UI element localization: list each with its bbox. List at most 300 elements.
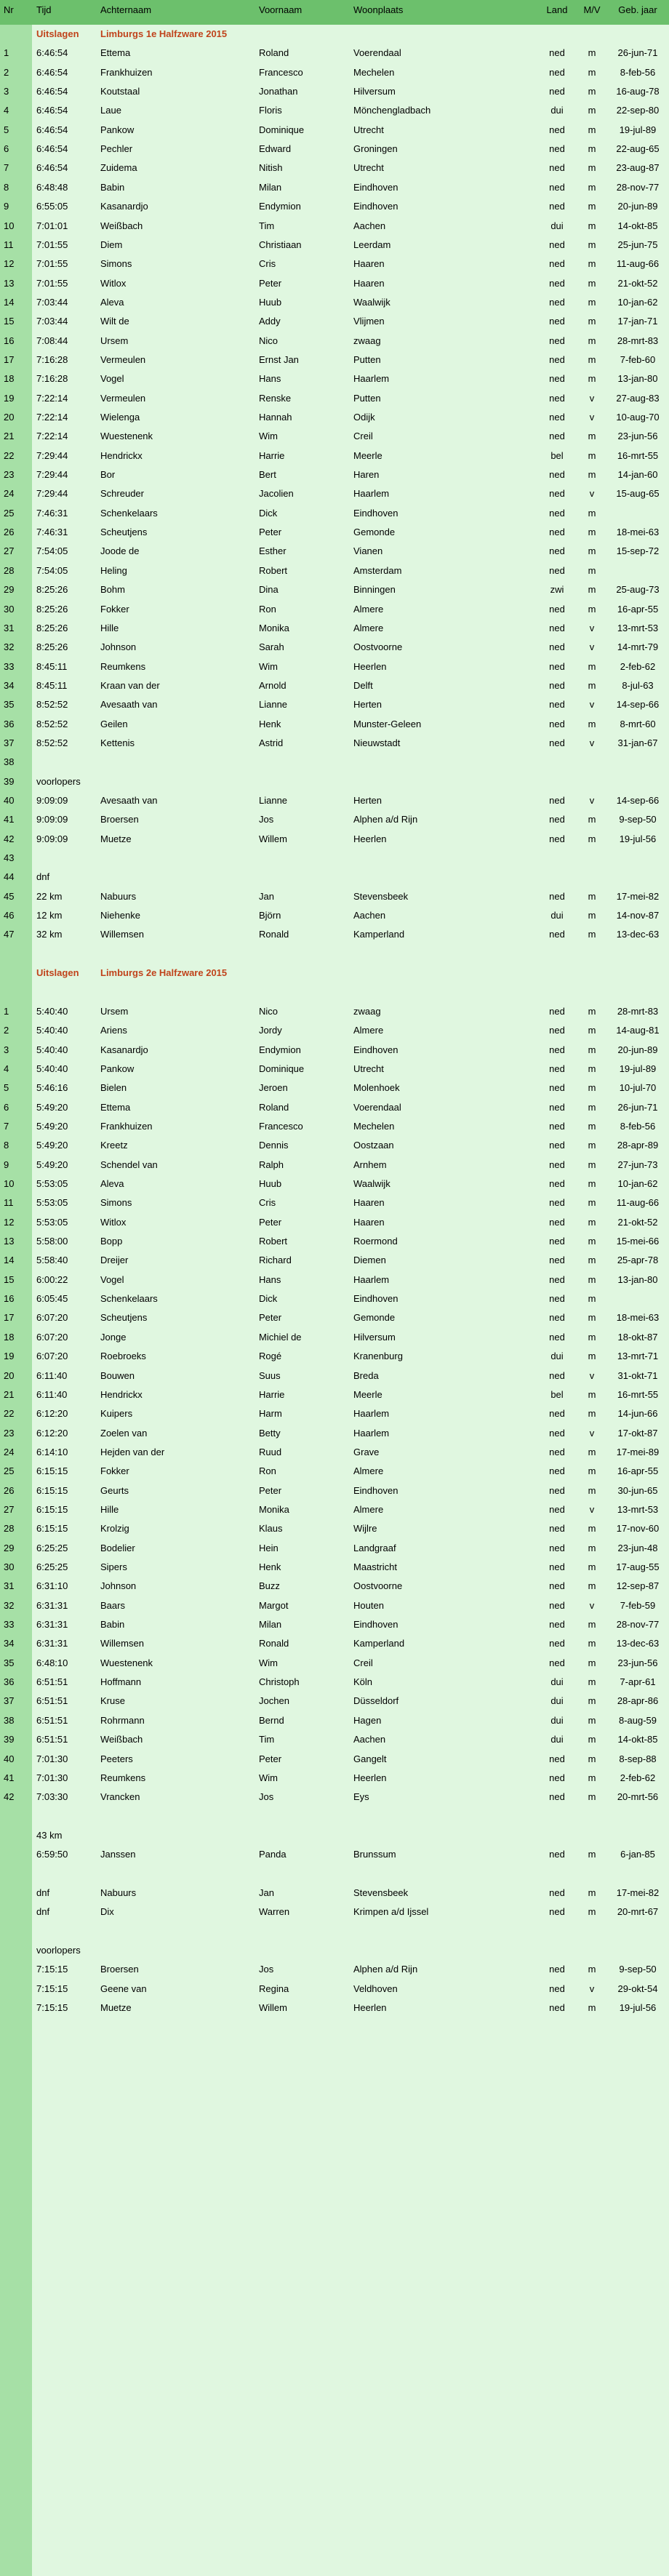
cell-nr: 46 — [4, 910, 15, 921]
cell-ach: Kraan van der — [100, 679, 160, 691]
cell-nr: 40 — [4, 1753, 15, 1764]
cell-woon — [349, 983, 537, 1002]
cell-tijd: 6:12:20 — [36, 1427, 68, 1439]
cell-geb: 25-jun-75 — [617, 239, 658, 250]
cell-nr: 12 — [4, 258, 15, 270]
cell-ach: Weißbach — [100, 220, 143, 231]
cell-tijd: 6:07:20 — [36, 1351, 68, 1362]
table-row — [0, 1289, 669, 1308]
cell-nr: 9 — [4, 1159, 9, 1170]
cell-woon: Hilversum — [353, 1331, 396, 1343]
cell-geb: 18-okt-87 — [617, 1331, 658, 1343]
table-row — [0, 1500, 669, 1519]
cell-woon: Gemonde — [353, 1312, 396, 1324]
table-row — [0, 274, 669, 293]
cell-tijd: 7:22:14 — [36, 392, 68, 404]
cell-voor: Peter — [259, 1484, 282, 1496]
cell-woon: Kamperland — [353, 1638, 405, 1649]
cell-geb: 17-nov-60 — [616, 1523, 660, 1535]
cell-geb: 14-jan-60 — [617, 469, 658, 481]
cell-geb: 14-nov-87 — [616, 910, 660, 921]
cell-voor: Tim — [259, 1734, 275, 1745]
table-row — [0, 1596, 669, 1615]
cell-voor: Peter — [259, 277, 282, 289]
cell-ach: Sipers — [100, 1561, 127, 1572]
cell-mv: m — [588, 1657, 596, 1668]
cell-voor: Peter — [259, 527, 282, 538]
cell-ach: Simons — [100, 258, 132, 270]
cell-tijd — [32, 1807, 96, 1826]
cell-voor: Cris — [259, 1197, 276, 1209]
cell-woon: Wijlre — [353, 1523, 377, 1535]
cell-ach: Kasanardjo — [100, 201, 148, 212]
cell-woon: Haarlem — [353, 1427, 390, 1439]
cell-nr: 20 — [4, 1369, 15, 1381]
table-row — [0, 1692, 669, 1711]
table-row — [0, 810, 669, 829]
cell-ach: Pankow — [100, 124, 135, 135]
cell-tijd: 5:40:40 — [36, 1025, 68, 1036]
cell-ach — [96, 1826, 255, 1845]
cell-nr: 20 — [4, 412, 15, 423]
cell-tijd: 7:22:14 — [36, 431, 68, 442]
cell-woon: Utrecht — [353, 1063, 384, 1074]
cell-voor: Hannah — [259, 412, 292, 423]
table-row — [0, 255, 669, 273]
cell-mv: m — [588, 1408, 596, 1420]
cell-land: ned — [549, 1408, 565, 1420]
cell-tijd: 6:31:31 — [36, 1638, 68, 1649]
table-row — [0, 523, 669, 542]
cell-land: ned — [549, 507, 565, 519]
cell-woon: Vianen — [353, 545, 383, 557]
cell-geb: 16-apr-55 — [617, 1465, 659, 1477]
cell-voor: Endymion — [259, 201, 301, 212]
cell-nr: 23 — [4, 1427, 15, 1439]
cell-land: ned — [549, 1216, 565, 1228]
cell-voor: Peter — [259, 1312, 282, 1324]
cell-land — [537, 772, 577, 791]
cell-woon: zwaag — [353, 1005, 381, 1017]
table-row — [0, 465, 669, 484]
cell-voor: Henk — [259, 1561, 281, 1572]
cell-land: ned — [549, 316, 565, 327]
table-row — [0, 121, 669, 140]
cell-voor: Edward — [259, 143, 292, 155]
cell-voor: Ronald — [259, 1638, 289, 1649]
cell-mv: m — [588, 1638, 596, 1649]
cell-land: ned — [549, 1484, 565, 1496]
cell-geb: 30-jun-65 — [617, 1484, 658, 1496]
cell-voor — [255, 964, 349, 983]
cell-land: ned — [549, 86, 565, 97]
cell-tijd: 5:53:05 — [36, 1178, 68, 1189]
cell-land: ned — [549, 1849, 565, 1860]
cell-mv: m — [588, 660, 596, 672]
cell-tijd — [32, 753, 96, 772]
cell-geb: 11-aug-66 — [616, 1197, 660, 1209]
cell-nr — [0, 1941, 32, 1960]
table-row — [0, 1673, 669, 1692]
cell-tijd: 5:58:00 — [36, 1236, 68, 1247]
cell-land: ned — [549, 1906, 565, 1918]
cell-ach: Aleva — [100, 296, 124, 308]
cell-tijd: 6:55:05 — [36, 201, 68, 212]
cell-voor: Ralph — [259, 1159, 284, 1170]
cell-geb: 17-aug-55 — [616, 1561, 660, 1572]
cell-woon — [349, 1826, 537, 1845]
table-row — [0, 1788, 669, 1807]
cell-ach: Dreijer — [100, 1255, 129, 1266]
cell-ach: Heling — [100, 564, 127, 576]
cell-tijd: 7:29:44 — [36, 469, 68, 481]
col-nr-header: Nr — [0, 0, 32, 25]
cell-voor: Monika — [259, 622, 289, 633]
cell-woon: Almere — [353, 603, 384, 615]
cell-ach: Koutstaal — [100, 86, 140, 97]
cell-voor: Renske — [259, 392, 292, 404]
cell-mv: m — [588, 316, 596, 327]
cell-woon: Meerle — [353, 1388, 382, 1400]
cell-woon: Waalwijk — [353, 1178, 390, 1189]
cell-ach: Geurts — [100, 1484, 129, 1496]
cell-ach — [96, 1941, 255, 1960]
cell-nr — [0, 1865, 32, 1884]
cell-voor: Betty — [259, 1427, 281, 1439]
cell-land: bel — [550, 449, 564, 461]
cell-nr: 19 — [4, 1351, 15, 1362]
cell-woon: Creil — [353, 431, 373, 442]
cell-nr: 30 — [4, 1561, 15, 1572]
cell-tijd: 5:40:40 — [36, 1044, 68, 1055]
cell-tijd: 6:15:15 — [36, 1503, 68, 1515]
cell-woon: Kamperland — [353, 929, 405, 940]
table-row — [0, 1654, 669, 1673]
table-row — [0, 101, 669, 120]
cell-ach: Kreetz — [100, 1140, 128, 1151]
cell-land: ned — [549, 1638, 565, 1649]
table-row — [0, 1519, 669, 1538]
cell-ach: Roebroeks — [100, 1351, 146, 1362]
cell-nr: 36 — [4, 718, 15, 729]
cell-ach: Hille — [100, 622, 119, 633]
cell-ach: Schendel van — [100, 1159, 158, 1170]
cell-geb: 21-okt-52 — [617, 277, 658, 289]
cell-mv: m — [588, 431, 596, 442]
cell-mv: m — [588, 1312, 596, 1324]
cell-land: ned — [549, 1791, 565, 1803]
cell-geb: 16-apr-55 — [617, 603, 659, 615]
cell-tijd — [32, 945, 96, 964]
cell-land: ned — [549, 1964, 565, 1975]
cell-mv: v — [589, 412, 595, 423]
cell-mv: m — [588, 181, 596, 193]
cell-mv: m — [588, 162, 596, 174]
cell-tijd — [32, 1922, 96, 1941]
cell-geb — [606, 772, 669, 791]
cell-geb: 22-aug-65 — [616, 143, 660, 155]
cell-geb: 14-okt-85 — [617, 1734, 658, 1745]
cell-ach: Schenkelaars — [100, 1293, 158, 1305]
table-row — [0, 734, 669, 753]
table-row — [0, 1193, 669, 1212]
cell-woon: Haarlem — [353, 488, 390, 500]
cell-tijd: 7:54:05 — [36, 564, 68, 576]
cell-ach: Frankhuizen — [100, 66, 153, 78]
cell-tijd: 8:45:11 — [36, 679, 68, 691]
cell-woon: Oostzaan — [353, 1140, 394, 1151]
cell-tijd: 7:01:55 — [36, 277, 68, 289]
cell-mv — [577, 945, 606, 964]
cell-woon: Breda — [353, 1369, 379, 1381]
cell-mv: m — [588, 603, 596, 615]
cell-ach: Bor — [100, 469, 116, 481]
table-row — [0, 1750, 669, 1769]
cell-nr: 32 — [4, 1599, 15, 1611]
table-row — [0, 849, 669, 868]
cell-nr: 34 — [4, 679, 15, 691]
cell-voor: Francesco — [259, 66, 303, 78]
cell-mv: v — [589, 795, 595, 806]
cell-tijd: 7:46:31 — [36, 507, 68, 519]
cell-geb: 23-aug-87 — [616, 162, 660, 174]
table-row — [0, 504, 669, 523]
cell-ach: Schenkelaars — [100, 507, 158, 519]
cell-woon: Almere — [353, 1025, 384, 1036]
cell-tijd: 8:25:26 — [36, 603, 68, 615]
cell-tijd: 22 km — [36, 890, 63, 902]
cell-woon — [349, 849, 537, 868]
cell-nr: 21 — [4, 1388, 15, 1400]
cell-geb: 16-aug-78 — [616, 86, 660, 97]
cell-woon: Aachen — [353, 1734, 386, 1745]
cell-land: ned — [549, 564, 565, 576]
cell-ach: Limburgs 2e Halfzware 2015 — [100, 967, 228, 979]
cell-mv: m — [588, 584, 596, 596]
cell-tijd — [32, 1865, 96, 1884]
cell-tijd: voorlopers — [36, 1945, 81, 1956]
cell-tijd: 7:08:44 — [36, 335, 68, 346]
cell-ach: Baars — [100, 1599, 125, 1611]
cell-geb: 10-jan-62 — [617, 296, 658, 308]
cell-voor: Bernd — [259, 1714, 284, 1726]
cell-woon: Mönchengladbach — [353, 105, 431, 116]
cell-nr: 40 — [4, 795, 15, 806]
table-row — [0, 1615, 669, 1634]
cell-voor — [255, 983, 349, 1002]
cell-land: ned — [549, 2002, 565, 2014]
cell-tijd: 5:53:05 — [36, 1197, 68, 1209]
cell-nr — [0, 1807, 32, 1826]
cell-tijd: 7:46:31 — [36, 527, 68, 538]
cell-woon: Maastricht — [353, 1561, 397, 1572]
cell-ach: Ursem — [100, 335, 129, 346]
cell-geb: 11-aug-66 — [616, 258, 660, 270]
cell-mv — [577, 983, 606, 1002]
cell-geb: 2-feb-62 — [620, 660, 656, 672]
blank-row — [0, 945, 669, 964]
cell-tijd: 7:01:55 — [36, 239, 68, 250]
cell-nr — [0, 1845, 32, 1864]
cell-geb: 13-jan-80 — [617, 373, 658, 385]
cell-land: dui — [550, 1695, 564, 1707]
cell-ach: Rohrmann — [100, 1714, 145, 1726]
cell-tijd: 7:15:15 — [36, 2002, 68, 2014]
table-row — [0, 715, 669, 734]
cell-mv: m — [588, 890, 596, 902]
cell-tijd: 5:49:20 — [36, 1101, 68, 1113]
cell-woon: Roermond — [353, 1236, 398, 1247]
cell-tijd: 5:40:40 — [36, 1063, 68, 1074]
cell-nr: 22 — [4, 449, 15, 461]
header-row — [0, 0, 669, 25]
cell-tijd: 7:16:28 — [36, 353, 68, 365]
cell-woon: Diemen — [353, 1255, 386, 1266]
cell-geb: 26-jun-71 — [617, 1101, 658, 1113]
cell-nr: 39 — [4, 1734, 15, 1745]
table-row — [0, 1213, 669, 1232]
cell-ach: Wuestenenk — [100, 1657, 153, 1668]
cell-nr: 26 — [4, 527, 15, 538]
cell-woon: Heerlen — [353, 833, 387, 844]
cell-land: ned — [549, 1293, 565, 1305]
cell-land: ned — [549, 201, 565, 212]
cell-woon: Delft — [353, 679, 373, 691]
cell-nr: 17 — [4, 353, 15, 365]
cell-ach: Bohm — [100, 584, 125, 596]
cell-mv: m — [588, 507, 596, 519]
cell-mv: m — [588, 277, 596, 289]
cell-land — [537, 945, 577, 964]
cell-nr — [0, 1980, 32, 1999]
cell-mv: m — [588, 143, 596, 155]
cell-tijd: 6:00:22 — [36, 1273, 68, 1285]
table-row — [0, 1136, 669, 1155]
cell-woon — [349, 1807, 537, 1826]
cell-mv: m — [588, 220, 596, 231]
col-mv-header: M/V — [583, 4, 601, 15]
cell-voor: Willem — [259, 2002, 287, 2014]
cell-nr: 7 — [4, 162, 9, 174]
cell-land: ned — [549, 1983, 565, 1994]
cell-woon: Kranenburg — [353, 1351, 403, 1362]
cell-tijd: 7:22:14 — [36, 412, 68, 423]
cell-ach: Jonge — [100, 1331, 127, 1343]
table-row — [0, 1577, 669, 1596]
cell-woon: Alphen a/d Rijn — [353, 1964, 418, 1975]
cell-woon: Almere — [353, 1465, 384, 1477]
cell-geb — [606, 1922, 669, 1941]
cell-voor — [255, 772, 349, 791]
table-row — [0, 1462, 669, 1481]
cell-land: ned — [549, 1005, 565, 1017]
cell-tijd: 6:46:54 — [36, 124, 68, 135]
cell-woon: Gemonde — [353, 527, 396, 538]
cell-tijd: 6:25:25 — [36, 1542, 68, 1553]
cell-mv — [577, 1807, 606, 1826]
cell-nr: 5 — [4, 1082, 9, 1094]
cell-tijd: 5:46:16 — [36, 1082, 68, 1094]
cell-geb: 9-sep-50 — [619, 1964, 657, 1975]
cell-geb: 15-sep-72 — [616, 545, 660, 557]
cell-geb: 28-nov-77 — [616, 1619, 660, 1631]
cell-land: ned — [549, 143, 565, 155]
cell-woon: Heerlen — [353, 660, 387, 672]
table-row — [0, 561, 669, 580]
table-row — [0, 868, 669, 887]
cell-woon: Almere — [353, 622, 384, 633]
cell-tijd: 5:58:40 — [36, 1255, 68, 1266]
cell-mv: m — [588, 1523, 596, 1535]
cell-nr: 25 — [4, 1465, 15, 1477]
table-row — [0, 676, 669, 695]
cell-ach: Avesaath van — [100, 795, 158, 806]
cell-voor: Ernst Jan — [259, 353, 299, 365]
cell-land: ned — [549, 1446, 565, 1457]
cell-ach — [96, 1807, 255, 1826]
table-row — [0, 542, 669, 561]
cell-voor: Jan — [259, 1887, 274, 1898]
cell-nr: 4 — [4, 105, 9, 116]
cell-ach — [96, 753, 255, 772]
cell-woon — [349, 1865, 537, 1884]
table-row — [0, 1884, 669, 1903]
cell-land: dui — [550, 105, 564, 116]
cell-geb: 10-jul-70 — [619, 1082, 657, 1094]
table-row — [0, 1903, 669, 1921]
cell-ach: Nabuurs — [100, 1887, 137, 1898]
cell-tijd: 6:07:20 — [36, 1331, 68, 1343]
cell-geb — [606, 1289, 669, 1308]
cell-tijd: 6:11:40 — [36, 1388, 68, 1400]
cell-mv: m — [588, 833, 596, 844]
cell-mv: m — [588, 335, 596, 346]
table-row — [0, 1558, 669, 1577]
table-row — [0, 1730, 669, 1749]
cell-land: ned — [549, 1753, 565, 1764]
cell-woon: Landgraaf — [353, 1542, 396, 1553]
cell-land: ned — [549, 277, 565, 289]
cell-woon — [349, 1941, 537, 1960]
cell-geb: 14-sep-66 — [616, 795, 660, 806]
cell-geb: 7-feb-59 — [620, 1599, 656, 1611]
cell-mv: m — [588, 1351, 596, 1362]
cell-voor: Floris — [259, 105, 282, 116]
cell-woon: Düsseldorf — [353, 1695, 399, 1707]
cell-nr: 3 — [4, 1044, 9, 1055]
table-row — [0, 44, 669, 63]
cell-ach: Limburgs 1e Halfzware 2015 — [100, 28, 228, 39]
table-row — [0, 1328, 669, 1347]
cell-geb: 7-feb-60 — [620, 353, 656, 365]
cell-mv: m — [588, 1906, 596, 1918]
cell-mv: m — [588, 1772, 596, 1783]
cell-voor: Robert — [259, 1236, 288, 1247]
cell-tijd: 7:54:05 — [36, 545, 68, 557]
cell-ach: Janssen — [100, 1849, 136, 1860]
cell-mv: m — [588, 1695, 596, 1707]
cell-woon: Herten — [353, 699, 382, 711]
cell-mv — [577, 25, 606, 44]
cell-geb: 23-jun-56 — [617, 431, 658, 442]
cell-woon: Binningen — [353, 584, 396, 596]
cell-mv: m — [588, 1005, 596, 1017]
cell-voor: Jordy — [259, 1025, 282, 1036]
cell-mv: m — [588, 1619, 596, 1631]
cell-nr: 16 — [4, 335, 15, 346]
table-row — [0, 369, 669, 388]
cell-nr: 10 — [4, 1178, 15, 1189]
